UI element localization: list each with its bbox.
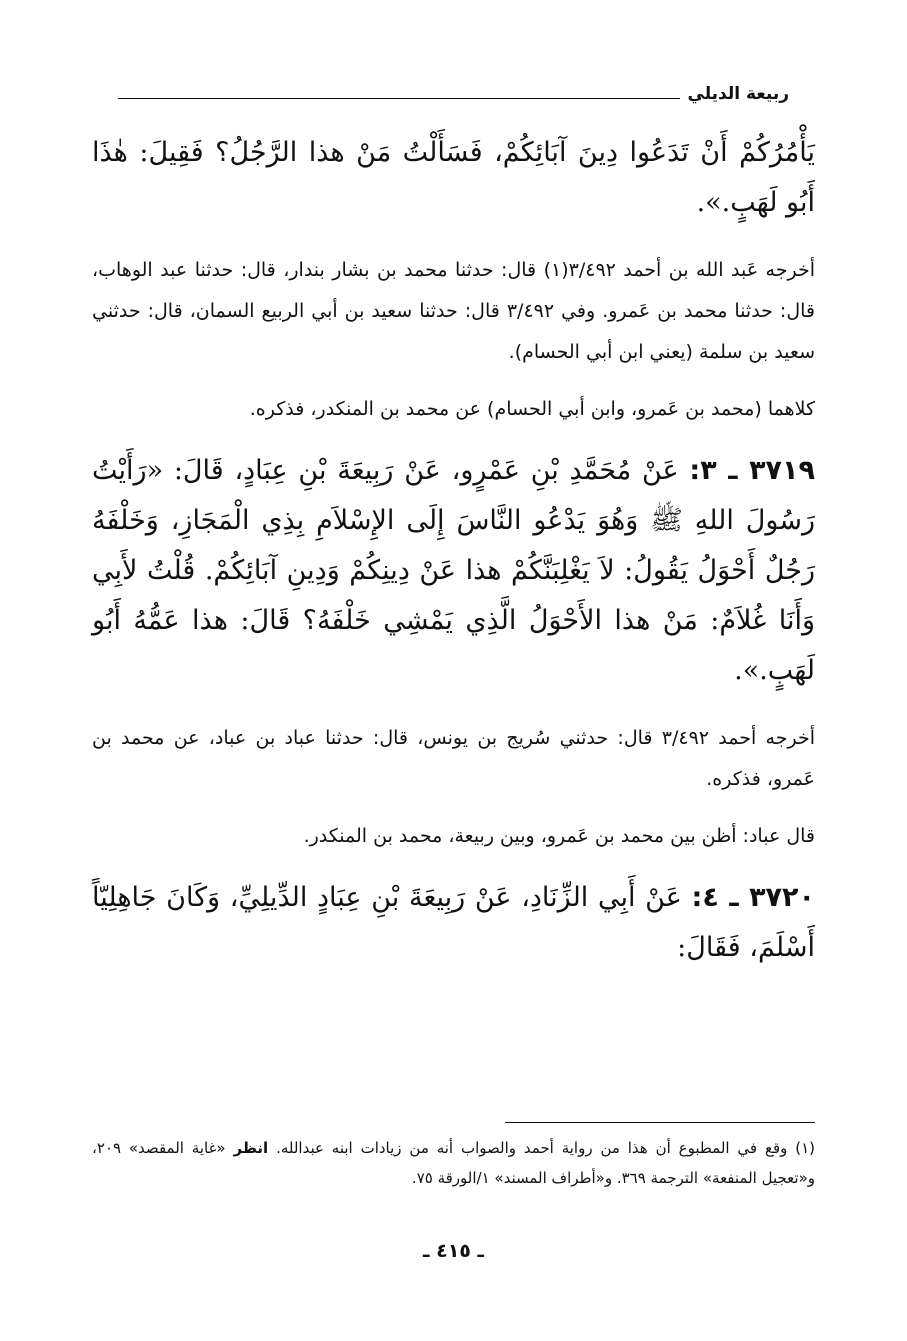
narrator-note: قال عباد: أظن بين محمد بن عَمرو، وبين ربيعة، محمد بن المنكدر. [303, 825, 815, 847]
takhrij-paragraph: أخرجه عَبد الله بن أحمد ٣/٤٩٢(١) قال: حدثنا محمد بن بشار بندار، قال: حدثنا عبد الوهاب، قال: حدثنا محمد بن عَمرو. وفي ٣/٤٩٢ قال: حدثنا سعيد بن أبي الربيع السمان، قال: حدثني سعيد بن سلمة (يعني ابن أبي الحسام). [92, 259, 815, 363]
takhrij-paragraph: أخرجه أحمد ٣/٤٩٢ قال: حدثني سُريج بن يونس، قال: حدثنا عباد بن عباد، عن محمد بن عَمرو، فذكره. [92, 727, 815, 790]
footnote-text: (١) وقع في المطبوع أن هذا من رواية أحمد والصواب أنه من زيادات ابنه عبدالله. [276, 1139, 815, 1157]
running-header-title: ربيعة الديلي [687, 84, 789, 104]
hadith-continuation: يَأْمُرُكُمْ أَنْ تَدَعُوا دِينَ آبَائِكُمْ، فَسَأَلْتُ مَنْ هذا الرَّجُلُ؟ فَقِيلَ: هٰذَا أَبُو لَهَبٍ.». [92, 137, 815, 218]
footnote-1 [92, 1133, 815, 1193]
hadith-number: ٣٧٢٠ ـ ٤: [691, 882, 815, 913]
hadith-text: عَنْ أَبِي الزِّنَادِ، عَنْ رَبِيعَةَ بْنِ عِبَادٍ الدِّيلِيِّ، وَكَانَ جَاهِلِيّاً أَسْلَمَ، فَقَالَ: [92, 882, 815, 963]
main-text [92, 128, 815, 973]
footnote-bold-word: انظر [233, 1139, 269, 1157]
hadith-text: عَنْ مُحَمَّدِ بْنِ عَمْرٍو، عَنْ رَبِيعَةَ بْنِ عِبَادٍ، قَالَ: «رَأَيْتُ رَسُولَ اللهِ ﷺ وَهُوَ يَدْعُو النَّاسَ إِلَى الإِسْلاَمِ بِذِي الْمَجَازِ، وَخَلْفَهُ رَجُلٌ أَحْوَلُ يَقُولُ: لاَ يَغْلِبَنَّكُمْ هذا عَنْ دِينِكُمْ وَدِينِ آبَائِكُمْ. قُلْتُ لأَبِي وَأَنَا غُلاَمٌ: مَنْ هذا الأَحْوَلُ الَّذِي يَمْشِي خَلْفَهُ؟ قَالَ: هذا عَمُّهُ أَبُو لَهَبٍ.». [92, 455, 815, 686]
header-rule [118, 98, 680, 99]
hadith-3720 [92, 873, 815, 973]
running-header [118, 84, 789, 104]
footnotes [92, 1122, 815, 1193]
footnote-rule [505, 1122, 815, 1123]
footnote-references: «غاية المقصد» ٢٠٩، و«تعجيل المنفعة» الترجمة ٣٦٩. و«أطراف المسند» ١/الورقة ٧٥. [92, 1139, 815, 1187]
chain-summary: كلاهما (محمد بن عَمرو، وابن أبي الحسام) عن محمد بن المنكدر، فذكره. [249, 398, 815, 420]
page-number: ـ ٤١٥ ـ [422, 1240, 484, 1262]
hadith-number: ٣٧١٩ ـ ٣: [689, 455, 815, 486]
hadith-3719 [92, 446, 815, 696]
